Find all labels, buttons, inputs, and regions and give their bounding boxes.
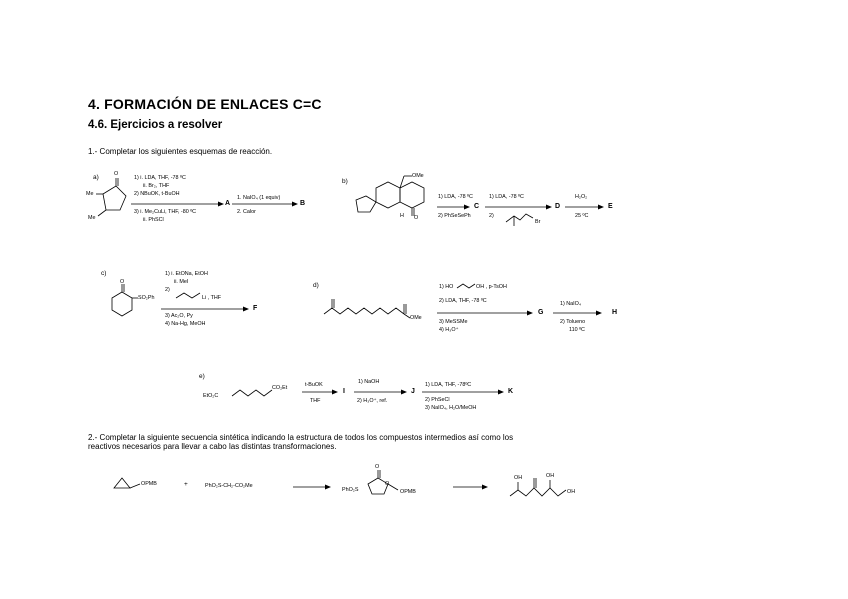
ex2-product-oh-2: OH: [546, 473, 555, 479]
ex2-lactone-side-chain: [388, 484, 398, 490]
ex2-intermediate-opmb: OPMB: [400, 489, 416, 495]
product-g: G: [538, 309, 544, 316]
scheme-a-oxygen: O: [114, 171, 119, 177]
scheme-a-arrowhead-1: [218, 202, 224, 207]
scheme-d-arrowhead-2: [596, 311, 602, 316]
scheme-d-glycol-chain: [457, 284, 475, 288]
scheme-c-arrowhead: [243, 307, 249, 312]
scheme-b-dioxolane-ring: [356, 196, 376, 212]
scheme-b-step3-bottom: 25 ºC: [575, 213, 589, 219]
scheme-c-oxygen: O: [120, 279, 125, 285]
scheme-b-prenyl-chain: [506, 214, 533, 222]
scheme-e-label: e): [199, 373, 205, 380]
scheme-a-methyl-bond: [98, 210, 106, 216]
scheme-d-step2-top: 1) NaIO₄: [560, 301, 582, 307]
ex2-opmb-start: OPMB: [141, 481, 157, 487]
scheme-a-step2-top: 1. NaIO₄ (1 equiv): [237, 195, 281, 201]
scheme-c-conditions-bottom: 3) Ac₂O, Py 4) Na-Hg, MeOH: [165, 313, 206, 328]
product-h: H: [612, 309, 618, 316]
product-b: B: [300, 200, 306, 207]
scheme-b-step1-top: 1) LDA, -78 ºC: [438, 194, 473, 200]
scheme-e-step3-bottom: 2) PhSeCl 3) NaIO₄, H₂O/MeOH: [425, 397, 477, 412]
scheme-e-step2-bottom: 2) H₃O⁺, ref.: [357, 398, 388, 404]
scheme-d-step1-line1: 1) HO: [439, 284, 454, 290]
scheme-b-ketone-o: O: [414, 215, 419, 221]
scheme-e-step2-top: 1) NaOH: [358, 379, 380, 385]
scheme-d-arrowhead-1: [527, 311, 533, 316]
ex2-epoxide-chain: [130, 484, 140, 488]
scheme-b-step1-bottom: 2) PhSeSePh: [438, 213, 471, 219]
scheme-e-step1-top: t-BuOK: [305, 382, 323, 388]
product-d: D: [555, 203, 561, 210]
ex2-sulfonyl-reagent: PhO₂S-CH₂-CO₂Me: [205, 483, 253, 489]
scheme-e-arrowhead-1: [332, 390, 338, 395]
scheme-b-arrowhead-1: [464, 205, 470, 210]
scheme-c-cyclohexane-ring: [112, 292, 132, 316]
ex2-plus-sign: +: [184, 481, 188, 488]
scheme-b-bromine: Br: [535, 219, 541, 225]
scheme-a-me-top: Me: [86, 191, 94, 197]
scheme-c-so2ph: SO₂Ph: [138, 295, 155, 301]
scheme-d-label: d): [313, 282, 319, 289]
scheme-e-step3-top: 1) LDA, THF, -78ºC: [425, 382, 472, 388]
ex2-intermediate-carbonyl-o: O: [375, 464, 380, 470]
scheme-a-label: a): [93, 174, 99, 181]
ex2-product-oh-3: OH: [567, 489, 576, 495]
scheme-b-step3-top: H₂O₂: [575, 194, 588, 200]
product-j: J: [411, 388, 415, 395]
product-i: I: [343, 388, 345, 395]
scheme-a-conditions-bottom: 3) i. Me₂CuLi, THF, -80 ºC ii. PhSCl: [134, 209, 197, 224]
scheme-e-co2et: CO₂Et: [272, 385, 288, 391]
scheme-b-h: H: [400, 213, 404, 219]
scheme-d-step1-bottom: 3) MeSSMe 4) H₃O⁺: [439, 319, 468, 334]
scheme-b-ring-right: [400, 182, 424, 208]
product-k: K: [508, 388, 514, 395]
exercise-2-intro: 2.- Completar la siguiente secuencia sintética indicando la estructura de todos los compuestos intermedios así como los reactivos necesarios para llevar a cabo las distintas transformaciones.: [88, 433, 514, 451]
scheme-d-step1-line2: 2) LDA, THF, -78 ºC: [439, 298, 487, 304]
scheme-c-li-thf: Li , THF: [202, 295, 222, 301]
scheme-a-cyclopentane-ring: [103, 186, 126, 210]
scheme-d-step1-glycol: OH , p-TsOH: [476, 284, 507, 290]
scheme-c-label: c): [101, 270, 107, 277]
scheme-b-label: b): [342, 178, 348, 185]
scheme-b-ring-left: [376, 182, 400, 208]
scheme-b-arrowhead-3: [598, 205, 604, 210]
scheme-c-conditions-top: 1) i. EtONa, EtOH ii. MeI 2): [165, 271, 208, 294]
section-title: 4. FORMACIÓN DE ENLACES C=C: [88, 96, 322, 112]
ex2-triol-chain: [510, 488, 566, 496]
scheme-d-ome: OMe: [410, 315, 422, 321]
product-a: A: [225, 200, 231, 207]
scheme-b-step2-top: 1) LDA, -78 ºC: [489, 194, 524, 200]
scheme-d-carbon-chain: [324, 308, 404, 314]
scheme-a-arrowhead-2: [292, 202, 298, 207]
scheme-a-step2-bottom: 2. Calor: [237, 209, 256, 215]
section-subtitle: 4.6. Ejercicios a resolver: [88, 119, 223, 131]
exercise-1-intro: 1.- Completar los siguientes esquemas de reacción.: [88, 147, 273, 156]
scheme-d-step2-bottom: 2) Tolueno 110 ºC: [560, 319, 586, 334]
scheme-a-me-bottom: Me: [88, 215, 96, 221]
scheme-b-arrowhead-2: [546, 205, 552, 210]
ex2-intermediate-ring-o: O: [385, 481, 390, 487]
ex2-epoxide-ring: [114, 478, 130, 488]
scheme-b-step2-bottom: 2): [489, 213, 494, 219]
scheme-b-ome: OMe: [412, 173, 424, 179]
product-c: C: [474, 203, 480, 210]
scheme-e-arrowhead-2: [401, 390, 407, 395]
scheme-e-carbon-chain: [232, 390, 272, 396]
ex2-arrowhead-1: [325, 485, 331, 490]
scheme-e-arrowhead-3: [498, 390, 504, 395]
product-f: F: [253, 305, 258, 312]
ex2-product-oh-1: OH: [514, 475, 523, 481]
scheme-a-conditions-top: 1) i. LDA, THF, -78 ºC ii. Br₂, THF 2) NBuOK, t-BuOH: [134, 175, 186, 198]
ex2-arrowhead-2: [482, 485, 488, 490]
ex2-intermediate-so2ph: PhO₂S: [342, 487, 359, 493]
scheme-e-eto2c: EtO₂C: [203, 393, 219, 399]
scheme-e-step1-bottom: THF: [310, 398, 321, 404]
product-e: E: [608, 203, 613, 210]
